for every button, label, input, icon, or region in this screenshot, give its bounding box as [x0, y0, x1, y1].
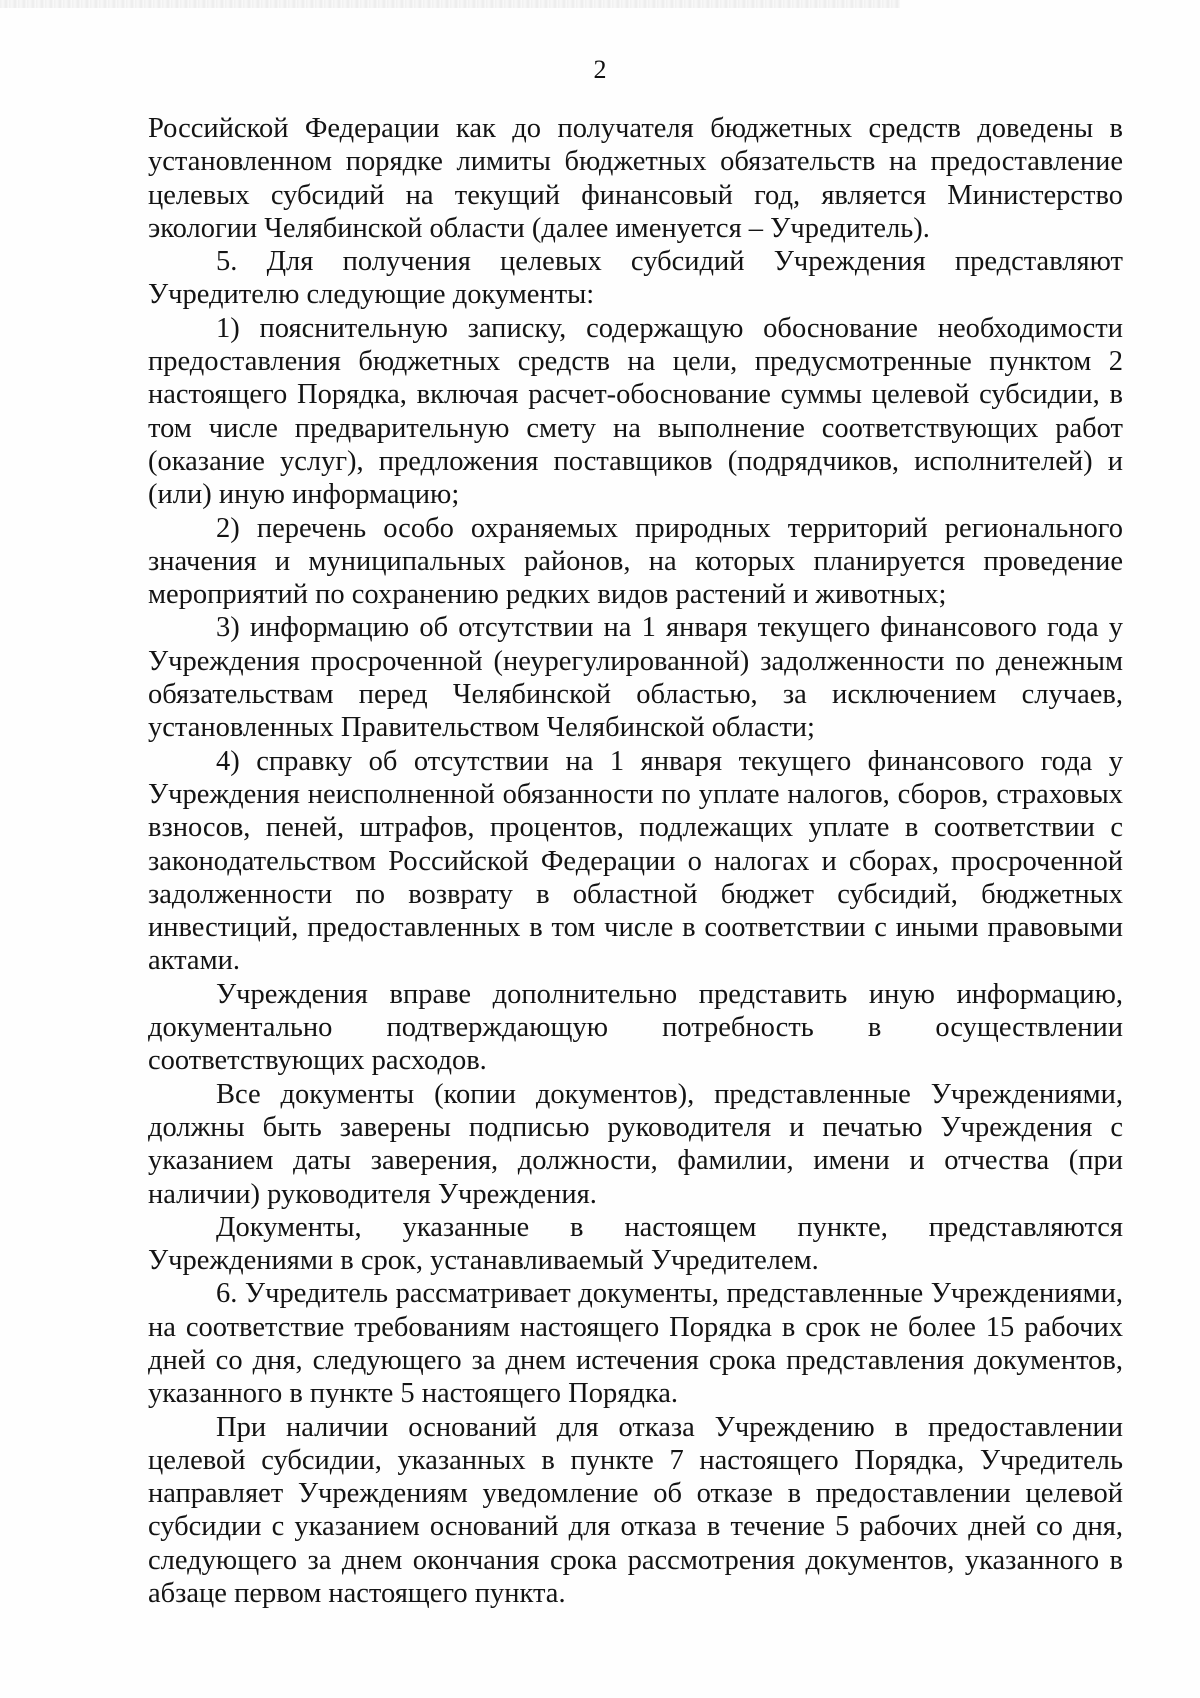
paragraph-item-5: 5. Для получения целевых субсидий Учреждения представляют Учредителю следующие документы:: [148, 246, 1123, 311]
document-body: [148, 112, 1123, 1610]
paragraph-continuation: Российской Федерации как до получателя бюджетных средств доведены в установленном порядке лимиты бюджетных обязательств на предоставление целевых субсидий на текущий финансовый год, является Министерство экологии Челябинской области (далее именуется – Учредитель).: [148, 113, 1123, 244]
page-number: 2: [593, 55, 607, 84]
paragraph-submission-deadline: Документы, указанные в настоящем пункте, представляются Учреждениями в срок, устанавливаемый Учредителем.: [148, 1211, 1123, 1277]
paragraph-refusal-notice: При наличии оснований для отказа Учреждению в предоставлении целевой субсидии, указанных в пункте 7 настоящего Порядка, Учредитель направляет Учреждениям уведомление об отказе в предоставлении целевой субсидии с указанием оснований для отказа в течение 5 рабочих дней со дня, следующего за днем окончания срока рассмотрения документов, указанного в абзаце первом настоящего пункта.: [148, 1411, 1123, 1610]
paragraph-subitem-1: 1) пояснительную записку, содержащую обоснование необходимости предоставления бюджетных средств на цели, предусмотренные пунктом 2 настоящего Порядка, включая расчет-обоснование суммы целевой субсидии, в том числе предварительную смету на выполнение соответствующих работ (оказание услуг), предложения поставщиков (подрядчиков, исполнителей) и (или) иную информацию;: [148, 312, 1123, 511]
paragraph-subitem-3: 3) информацию об отсутствии на 1 января текущего финансового года у Учреждения просроченной (неурегулированной) задолженности по денежным обязательствам перед Челябинской областью, за исключением случаев, установленных Правительством Челябинской области;: [148, 612, 1123, 744]
scan-edge-artifact: [0, 0, 900, 8]
paragraph-certification: Все документы (копии документов), представленные Учреждениями, должны быть заверены подписью руководителя и печатью Учреждения с указанием даты заверения, должности, фамилии, имени и отчества (при наличии) руководителя Учреждения.: [148, 1078, 1123, 1210]
paragraph-subitem-2: 2) перечень особо охраняемых природных территорий регионального значения и муниципальных районов, на которых планируется проведение мероприятий по сохранению редких видов растений и животных;: [148, 512, 1123, 611]
paragraph-subitem-4: 4) справку об отсутствии на 1 января текущего финансового года у Учреждения неисполненной обязанности по уплате налогов, сборов, страховых взносов, пеней, штрафов, процентов, подлежащих уплате в соответствии с законодательством Российской Федерации о налогах и сборах, просроченной задолженности по возврату в областной бюджет субсидий, бюджетных инвестиций, предоставленных в том числе в соответствии с иными правовыми актами.: [148, 745, 1123, 977]
paragraph-additional-info: Учреждения вправе дополнительно представить иную информацию, документально подтверждающую потребность в осуществлении соответствующих расходов.: [148, 978, 1123, 1077]
paragraph-item-6: 6. Учредитель рассматривает документы, представленные Учреждениями, на соответствие требованиям настоящего Порядка в срок не более 15 рабочих дней со дня, следующего за днем истечения срока представления документов, указанного в пункте 5 настоящего Порядка.: [148, 1278, 1123, 1410]
